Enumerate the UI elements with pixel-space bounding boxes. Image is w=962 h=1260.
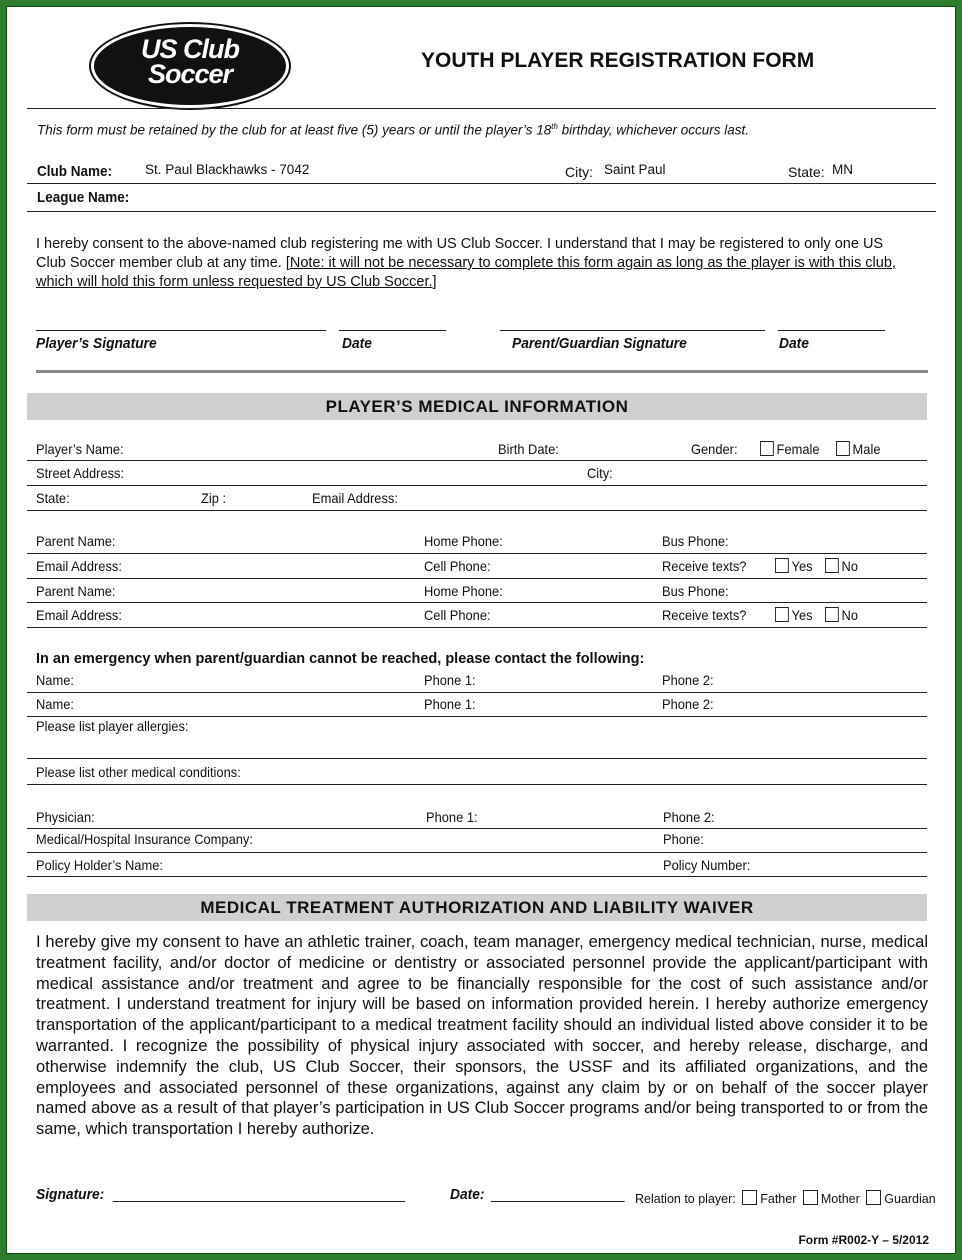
physician-phone1-label: Phone 1:	[426, 809, 478, 825]
divider	[27, 211, 936, 212]
divider	[27, 716, 927, 717]
yes-checkbox[interactable]	[775, 607, 789, 622]
club-name-value[interactable]: St. Paul Blackhawks - 7042	[145, 162, 310, 177]
divider	[27, 553, 927, 554]
form-title: YOUTH PLAYER REGISTRATION FORM	[421, 49, 815, 72]
texts-no-option[interactable]: No	[825, 558, 858, 574]
home-phone-label: Home Phone:	[424, 533, 503, 549]
divider	[27, 692, 927, 693]
medical-section-header: PLAYER’S MEDICAL INFORMATION	[27, 393, 927, 420]
receive-texts-label: Receive texts?	[662, 558, 747, 574]
waiver-section-header: MEDICAL TREATMENT AUTHORIZATION AND LIABILITY WAIVER	[27, 894, 927, 921]
parent-name-label: Parent Name:	[36, 583, 116, 599]
street-address-label: Street Address:	[36, 465, 125, 481]
home-phone-label: Home Phone:	[424, 583, 503, 599]
physician-label: Physician:	[36, 809, 95, 825]
other-conditions-label: Please list other medical conditions:	[36, 764, 241, 780]
guardian-label: Guardian	[884, 1192, 936, 1206]
divider	[27, 852, 927, 853]
parent-email-label: Email Address:	[36, 558, 122, 574]
father-checkbox[interactable]	[742, 1190, 757, 1205]
divider	[27, 758, 927, 759]
insurance-company-label: Medical/Hospital Insurance Company:	[36, 831, 253, 847]
gender-label: Gender:	[691, 441, 738, 457]
cell-phone-label: Cell Phone:	[424, 607, 491, 623]
emergency-phone1-label: Phone 1:	[424, 696, 476, 712]
gender-female-option[interactable]: Female	[760, 441, 820, 457]
receive-texts-label: Receive texts?	[662, 607, 747, 623]
emergency-phone2-label: Phone 2:	[662, 696, 714, 712]
insurance-phone-label: Phone:	[663, 831, 704, 847]
divider	[27, 578, 927, 579]
male-checkbox[interactable]	[836, 441, 850, 456]
player-city-label: City:	[587, 465, 613, 481]
consent-paragraph: I hereby consent to the above-named club registering me with US Club Soccer. I understand that I may be registered to only one US Club Soccer member club at any time. [Note: it will not be necessary to complete this form again as long as the player is with this club, which will hold this form unless requested by US Club Soccer.]	[36, 236, 896, 290]
date-label: Date	[779, 335, 809, 352]
divider	[27, 460, 927, 461]
divider	[27, 828, 927, 829]
player-state-label: State:	[36, 490, 70, 506]
divider	[27, 876, 927, 877]
emergency-name-label: Name:	[36, 696, 74, 712]
emergency-name-label: Name:	[36, 672, 74, 688]
bus-phone-label: Bus Phone:	[662, 583, 729, 599]
waiver-paragraph: I hereby give my consent to have an athletic trainer, coach, team manager, emergency medical technician, nurse, medical treatment facility, and/or doctor of medicine or dentistry or associated personnel provide the applicant/participant with medical assistance and/or treatment and agree to be financially responsible for the cost of such assistance and/or treatment. I understand treatment for injury will be based on information provided herein. I hereby authorize emergency transportation of the applicant/participant to a medical treatment facility should an individual listed above consider it to be warranted. I recognize the possibility of physical injury associated with soccer, and hereby release, discharge, and otherwise indemnify the club, US Club Soccer, their sponsors, the USSF and its affiliated organizations, and the employees and associated personnel of these organizations, against any claim by or on behalf of the soccer player named above as a result of that player’s participation in US Club Soccer programs and/or being transported to or from the same, which transportation I hereby authorize.	[36, 933, 928, 1139]
texts-yes-option[interactable]: Yes	[775, 607, 813, 623]
divider	[27, 485, 927, 486]
final-signature-label: Signature:	[36, 1186, 105, 1203]
divider	[27, 510, 927, 511]
parent-email-label: Email Address:	[36, 607, 122, 623]
date-line[interactable]	[778, 330, 885, 331]
texts-yes-option[interactable]: Yes	[775, 558, 813, 574]
state-value[interactable]: MN	[832, 162, 853, 177]
city-label: City:	[565, 164, 593, 180]
divider	[27, 602, 927, 603]
logo-text-top: US Club	[141, 34, 239, 64]
logo-text-bottom: Soccer	[147, 59, 233, 89]
divider	[27, 183, 936, 184]
emergency-heading: In an emergency when parent/guardian cannot be reached, please contact the following:	[36, 651, 645, 667]
texts-no-option[interactable]: No	[825, 607, 858, 623]
mother-checkbox[interactable]	[803, 1190, 818, 1205]
date-line[interactable]	[339, 330, 446, 331]
female-checkbox[interactable]	[760, 441, 774, 456]
parent-signature-label: Parent/Guardian Signature	[512, 335, 687, 352]
player-email-label: Email Address:	[312, 490, 398, 506]
no-checkbox[interactable]	[825, 558, 839, 573]
mother-label: Mother	[820, 1192, 860, 1206]
gender-male-option[interactable]: Male	[836, 441, 880, 457]
physician-phone2-label: Phone 2:	[663, 809, 715, 825]
parent-signature-line[interactable]	[500, 330, 765, 331]
emergency-phone2-label: Phone 2:	[662, 672, 714, 688]
form-number: Form #R002-Y – 5/2012	[798, 1233, 929, 1247]
final-date-line[interactable]: ________________	[491, 1186, 625, 1203]
player-name-label: Player’s Name:	[36, 441, 124, 457]
guardian-checkbox[interactable]	[866, 1190, 881, 1205]
zip-label: Zip :	[201, 490, 227, 506]
club-name-label: Club Name:	[37, 163, 113, 180]
relation-label: Relation to player:	[635, 1192, 736, 1206]
policy-number-label: Policy Number:	[663, 857, 751, 873]
divider	[27, 784, 927, 785]
final-date-label: Date:	[450, 1186, 485, 1203]
city-value[interactable]: Saint Paul	[604, 162, 666, 177]
cell-phone-label: Cell Phone:	[424, 558, 491, 574]
parent-name-label: Parent Name:	[36, 533, 116, 549]
father-label: Father	[760, 1192, 797, 1206]
final-signature-line[interactable]: ___________________________________	[113, 1186, 405, 1203]
retention-note-superscript: th	[551, 122, 558, 131]
divider	[27, 627, 927, 628]
player-signature-label: Player’s Signature	[36, 335, 157, 352]
allergies-label: Please list player allergies:	[36, 718, 189, 734]
policy-holder-label: Policy Holder’s Name:	[36, 857, 163, 873]
player-signature-line[interactable]	[36, 330, 326, 331]
consent-note: Note: it will not be necessary to complete this form again as long as the player is with this club, which will hold this form unless requested by US Club Soccer.	[36, 255, 896, 290]
no-checkbox[interactable]	[825, 607, 839, 622]
registration-form-page	[6, 6, 956, 1254]
date-label: Date	[342, 335, 372, 352]
emergency-phone1-label: Phone 1:	[424, 672, 476, 688]
birth-date-label: Birth Date:	[498, 441, 559, 457]
league-name-label: League Name:	[37, 189, 130, 206]
relation-row	[635, 1190, 936, 1206]
retention-note: This form must be retained by the club for at least five (5) years or until the player’s 18th birthday, whichever occurs last.	[37, 122, 749, 138]
bus-phone-label: Bus Phone:	[662, 533, 729, 549]
state-label: State:	[788, 164, 825, 180]
us-club-soccer-logo	[91, 24, 289, 108]
divider	[27, 108, 936, 109]
yes-checkbox[interactable]	[775, 558, 789, 573]
thick-divider	[36, 370, 928, 373]
